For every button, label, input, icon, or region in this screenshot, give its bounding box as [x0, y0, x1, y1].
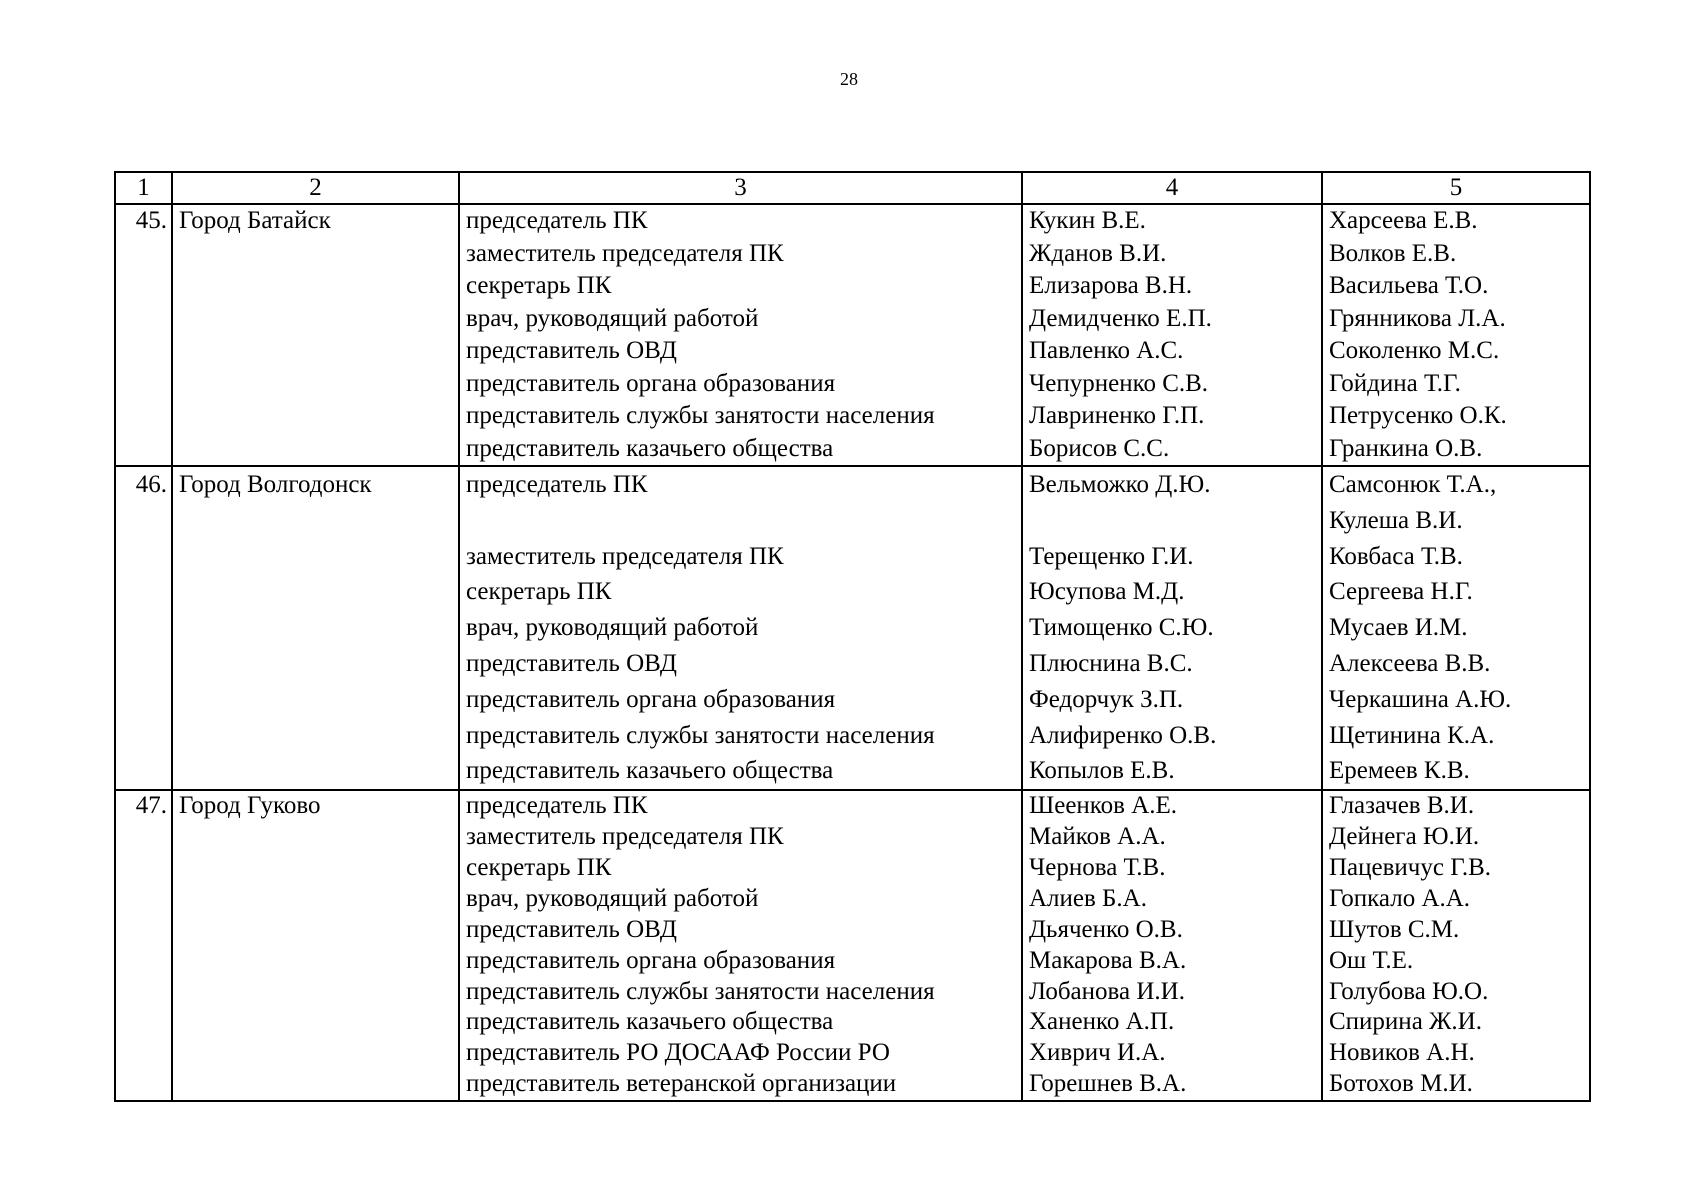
list-item: представитель казачьего общества — [466, 1008, 834, 1036]
list-item: Шутов С.М. — [1329, 915, 1460, 943]
page-number: 28 — [840, 69, 858, 89]
list-item: представитель ОВД — [466, 649, 677, 677]
list-item: Плюснина В.С. — [1029, 649, 1193, 677]
list-item: Горешнев В.А. — [1029, 1070, 1187, 1098]
list-item: Вельможко Д.Ю. — [1029, 471, 1211, 498]
list-item: Хиврич И.А. — [1029, 1039, 1166, 1067]
list-item: Харсеева Е.В. — [1329, 207, 1478, 234]
list-item: врач, руководящий работой — [466, 304, 759, 332]
list-item: Майков А.А. — [1029, 823, 1166, 851]
list-item: Терещенко Г.И. — [1029, 542, 1194, 570]
list-item: Щетинина К.А. — [1329, 721, 1495, 749]
list-item: Сергеева Н.Г. — [1329, 578, 1473, 606]
list-item: Лавриненко Г.П. — [1029, 402, 1205, 429]
header-cell: 5 — [1322, 172, 1590, 204]
roles-list — [459, 790, 1022, 1101]
list-item: Соколенко М.С. — [1329, 337, 1500, 364]
list-item: Гойдина Т.Г. — [1329, 369, 1461, 397]
list-item: председатель ПК — [466, 207, 648, 234]
row-number: 45. — [115, 204, 172, 466]
list-item: Тимощенко С.Ю. — [1029, 614, 1214, 642]
list-item: Демидченко Е.П. — [1029, 304, 1212, 332]
list-item: Гопкало А.А. — [1329, 884, 1471, 912]
list-item: Борисов С.С. — [1029, 434, 1170, 462]
list-item: Спирина Ж.И. — [1329, 1008, 1482, 1036]
list-item: заместитель председателя ПК — [466, 823, 784, 851]
list-item: Павленко А.С. — [1029, 337, 1184, 364]
list-item: представитель казачьего общества — [466, 757, 834, 785]
city-name: Город Гуково — [172, 790, 459, 1101]
list-item: Чепурненко С.В. — [1029, 369, 1209, 397]
list-item: Федорчук З.П. — [1029, 685, 1184, 713]
row-number: 46. — [115, 466, 172, 790]
list-item: Ботохов М.И. — [1329, 1070, 1473, 1098]
list-item: секретарь ПК — [466, 853, 612, 881]
list-item: секретарь ПК — [466, 272, 612, 299]
members-list — [1022, 204, 1322, 466]
list-item: Копылов Е.В. — [1029, 757, 1175, 785]
table-row — [115, 204, 1590, 466]
list-item: Жданов В.И. — [1029, 239, 1167, 267]
table-header-row — [115, 172, 1590, 204]
list-item: врач, руководящий работой — [466, 884, 759, 912]
list-item: Алиев Б.А. — [1029, 884, 1147, 912]
city-name: Город Батайск — [172, 204, 459, 466]
list-item: Самсонюк Т.А., — [1329, 471, 1497, 498]
list-item: представитель РО ДОСААФ России РО — [466, 1039, 890, 1067]
list-item: Алифиренко О.В. — [1029, 721, 1217, 749]
reserves-list — [1322, 466, 1590, 790]
list-item: Лобанова И.И. — [1029, 977, 1185, 1005]
list-item: представитель казачьего общества — [466, 434, 834, 462]
list-item: Дьяченко О.В. — [1029, 915, 1183, 943]
header-cell: 2 — [172, 172, 459, 204]
list-item: Чернова Т.В. — [1029, 853, 1166, 881]
list-item: представитель ветеранской организации — [466, 1070, 897, 1098]
list-item: Черкашина А.Ю. — [1329, 685, 1512, 713]
reserves-list — [1322, 790, 1590, 1101]
header-cell: 4 — [1022, 172, 1322, 204]
list-item: Грянникова Л.А. — [1329, 304, 1506, 332]
header-cell: 1 — [115, 172, 172, 204]
list-item: заместитель председателя ПК — [466, 239, 784, 267]
list-item: Дейнега Ю.И. — [1329, 823, 1480, 851]
reserves-list — [1322, 204, 1590, 466]
roles-list — [459, 204, 1022, 466]
list-item: Кукин В.Е. — [1029, 207, 1146, 234]
list-item: представитель органа образования — [466, 946, 836, 974]
list-item: Ханенко А.П. — [1029, 1008, 1175, 1036]
list-item: представитель органа образования — [466, 369, 836, 397]
list-item: Волков Е.В. — [1329, 239, 1457, 267]
header-cell: 3 — [459, 172, 1022, 204]
list-item: председатель ПК — [466, 792, 648, 820]
list-item: Ковбаса Т.В. — [1329, 542, 1463, 570]
list-item: представитель службы занятости населения — [466, 977, 935, 1005]
list-item: Шеенков А.Е. — [1029, 792, 1178, 820]
list-item: представитель службы занятости населения — [466, 721, 935, 749]
list-item: Глазачев В.И. — [1329, 792, 1475, 820]
list-item: представитель ОВД — [466, 915, 677, 943]
commission-table — [114, 171, 1591, 1102]
list-item: председатель ПК — [466, 471, 648, 498]
city-name: Город Волгодонск — [172, 466, 459, 790]
list-item: Васильева Т.О. — [1329, 272, 1489, 299]
row-number: 47. — [115, 790, 172, 1101]
list-item: представитель ОВД — [466, 337, 677, 364]
list-item: Ош Т.Е. — [1329, 946, 1414, 974]
members-list — [1022, 466, 1322, 790]
list-item: Гранкина О.В. — [1329, 434, 1483, 462]
list-item: представитель службы занятости населения — [466, 402, 935, 429]
list-item: Юсупова М.Д. — [1029, 578, 1185, 606]
list-item: Еремеев К.В. — [1329, 757, 1470, 785]
table-row — [115, 790, 1590, 1101]
table-row — [115, 466, 1590, 790]
list-item: врач, руководящий работой — [466, 614, 759, 642]
list-item: Макарова В.А. — [1029, 946, 1187, 974]
list-item: Алексеева В.В. — [1329, 649, 1491, 677]
list-item: Новиков А.Н. — [1329, 1039, 1475, 1067]
list-item: Кулеша В.И. — [1329, 506, 1463, 534]
list-item: Пацевичус Г.В. — [1329, 853, 1492, 881]
list-item: заместитель председателя ПК — [466, 542, 784, 570]
list-item: Мусаев И.М. — [1329, 614, 1468, 642]
members-list — [1022, 790, 1322, 1101]
list-item: представитель органа образования — [466, 685, 836, 713]
list-item: Елизарова В.Н. — [1029, 272, 1193, 299]
list-item: Петрусенко О.К. — [1329, 402, 1507, 429]
list-item: секретарь ПК — [466, 578, 612, 606]
roles-list — [459, 466, 1022, 790]
list-item: Голубова Ю.О. — [1329, 977, 1489, 1005]
